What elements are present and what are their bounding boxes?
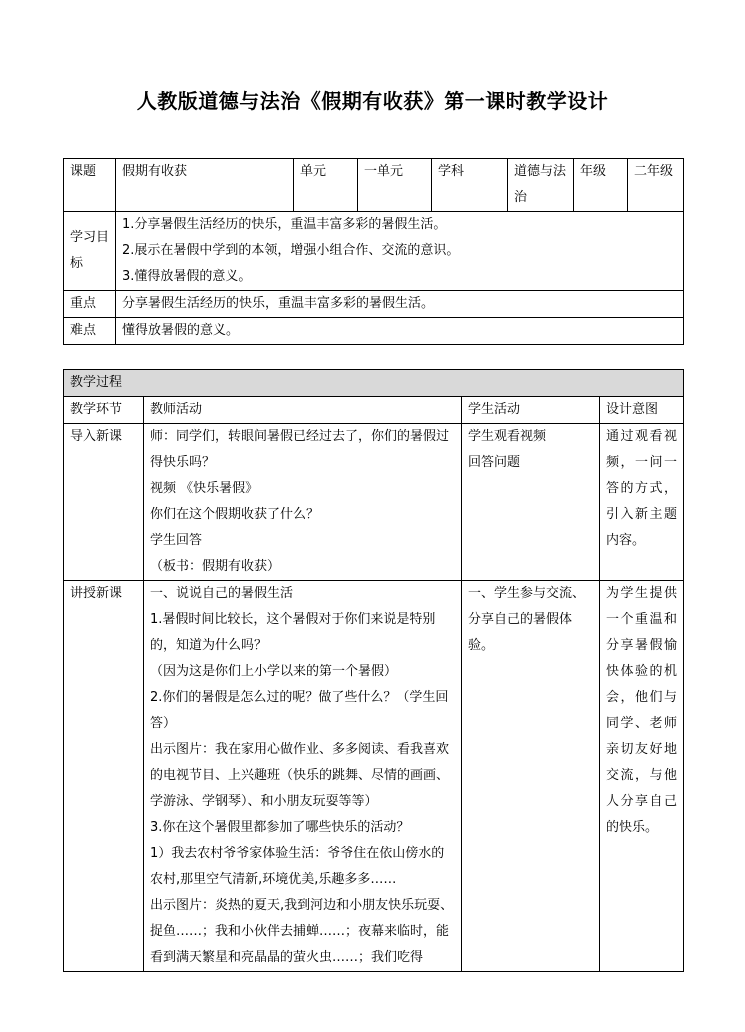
teacher-line: 出示图片：炎热的夏天,我到河边和小朋友快乐玩耍、捉鱼……；我和小伙伴去捕蝉……；夜幕来临时，能看到满天繁星和亮晶晶的萤火虫……；我们吃得 [150, 898, 454, 965]
teacher-line: （因为这是你们上小学以来的第一个暑假） [150, 664, 398, 679]
goals-list [116, 212, 684, 291]
header-stage: 教学环节 [64, 397, 144, 424]
student-activity [462, 424, 600, 581]
key-label: 重点 [64, 291, 116, 318]
teacher-line: 师：同学们，转眼间暑假已经过去了，你们的暑假过得快乐吗？ [150, 429, 450, 470]
stage-cell: 讲授新课 [64, 581, 144, 972]
subject-label: 学科 [432, 159, 508, 212]
student-line: 一、学生参与交流、分享自己的暑假体验。 [468, 586, 586, 653]
teacher-line: 出示图片：我在家用心做作业、多多阅读、看我喜欢的电视节目、上兴趣班（快乐的跳舞、尽情的画画、学游泳、学钢琴）、和小朋友玩耍等等） [150, 742, 450, 809]
subject-value: 道德与法治 [508, 159, 574, 212]
teacher-line: 2.你们的暑假是怎么过的呢？做了些什么？（学生回答） [150, 690, 449, 731]
goal-item: 2.展示在暑假中学到的本领，增强小组合作、交流的意识。 [122, 243, 460, 258]
grade-label: 年级 [574, 159, 628, 212]
teacher-line: 一、说说自己的暑假生活 [150, 586, 294, 601]
design-intent: 为学生提供一个重温和分享暑假愉快体验的机会，他们与同学、老师亲切友好地交流，与他人分享自己的快乐。 [600, 581, 684, 972]
header-teacher: 教师活动 [144, 397, 462, 424]
goals-label: 学习目标 [64, 212, 116, 291]
course-value: 假期有收获 [116, 159, 294, 212]
unit-label: 单元 [294, 159, 358, 212]
teacher-line: 1.暑假时间比较长，这个暑假对于你们来说是特别的，知道为什么吗？ [150, 612, 436, 653]
teacher-activity [144, 424, 462, 581]
lesson-info-table [63, 158, 684, 345]
grade-value: 二年级 [628, 159, 684, 212]
teacher-activity [144, 581, 462, 972]
unit-value: 一单元 [358, 159, 432, 212]
student-line: 回答问题 [468, 455, 521, 470]
header-student: 学生活动 [462, 397, 600, 424]
design-intent: 通过观看视频，一问一答的方式，引入新主题内容。 [600, 424, 684, 581]
table-row [64, 581, 684, 972]
teacher-line: 学生回答 [150, 533, 203, 548]
student-line: 学生观看视频 [468, 429, 547, 444]
difficulty-value: 懂得放暑假的意义。 [116, 318, 684, 345]
header-intent: 设计意图 [600, 397, 684, 424]
stage-cell: 导入新课 [64, 424, 144, 581]
key-value: 分享暑假生活经历的快乐，重温丰富多彩的暑假生活。 [116, 291, 684, 318]
student-activity [462, 581, 600, 972]
teacher-line: 1）我去农村爷爷家体验生活：爷爷住在依山傍水的农村,那里空气清新,环境优美,乐趣多多…… [150, 846, 445, 887]
page-title: 人教版道德与法治《假期有收获》第一课时教学设计 [136, 89, 609, 113]
course-label: 课题 [64, 159, 116, 212]
teaching-process-table [63, 369, 684, 972]
goal-item: 3.懂得放暑假的意义。 [122, 269, 252, 284]
teacher-line: 视频 《快乐暑假》 [150, 481, 259, 496]
teacher-line: （板书：假期有收获） [150, 559, 281, 574]
teacher-line: 3.你在这个暑假里都参加了哪些快乐的活动？ [150, 820, 410, 835]
difficulty-label: 难点 [64, 318, 116, 345]
table-row [64, 424, 684, 581]
goal-item: 1.分享暑假生活经历的快乐，重温丰富多彩的暑假生活。 [122, 217, 447, 232]
section-title: 教学过程 [64, 370, 684, 397]
teacher-line: 你们在这个假期收获了什么？ [150, 507, 320, 522]
